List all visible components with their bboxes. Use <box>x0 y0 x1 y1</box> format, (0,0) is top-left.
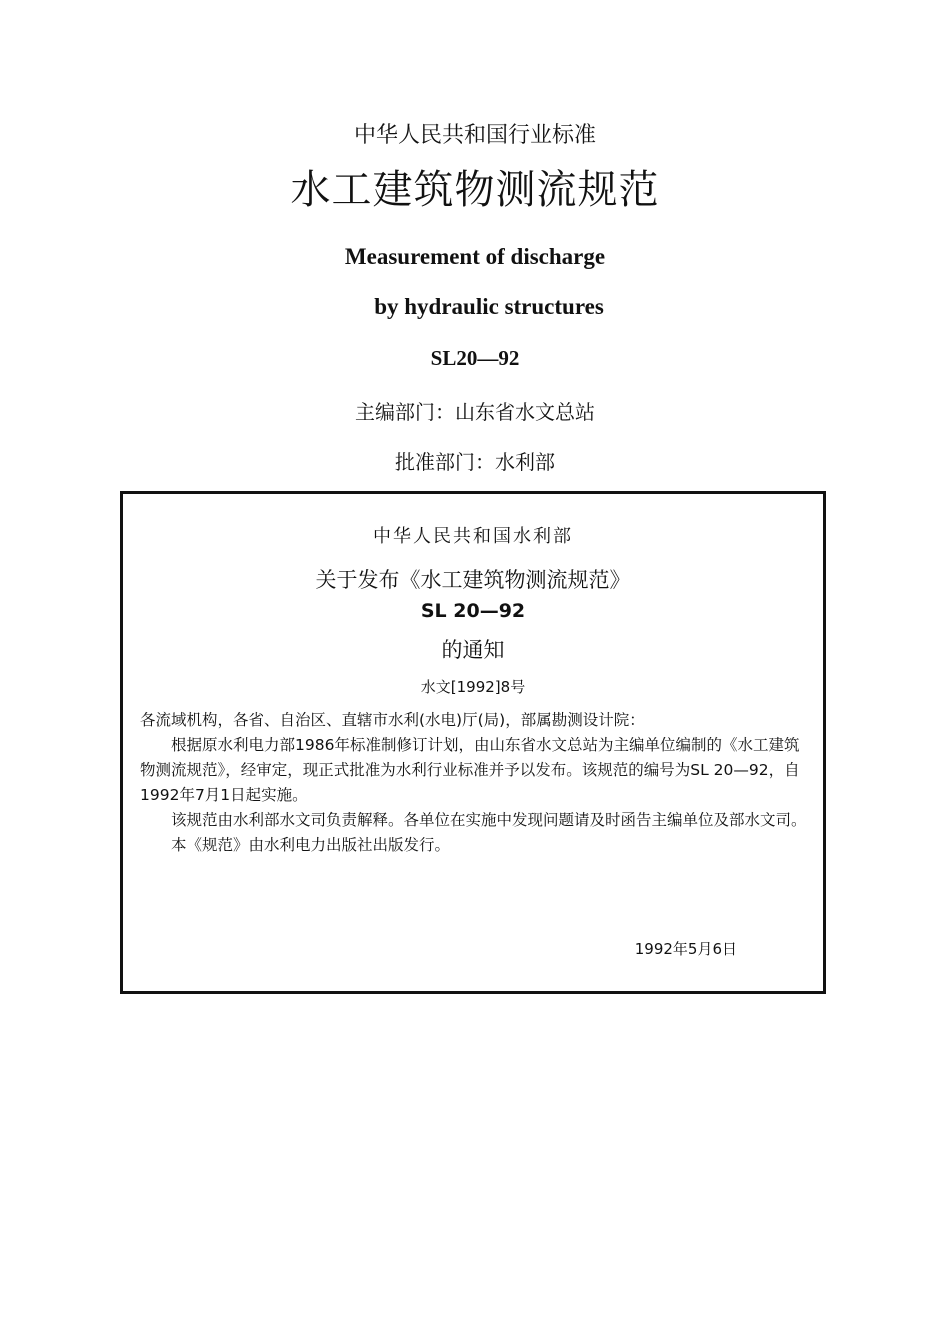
notice-title-line2: SL 20—92 <box>420 600 526 622</box>
notice-paragraph: 本《规范》由水利电力出版社出版发行。 <box>171 836 451 854</box>
document-title-chinese: 水工建筑物测流规范 <box>290 167 660 213</box>
document-title-english-line1: Measurement of discharge <box>344 244 606 269</box>
standard-code: SL20—92 <box>430 346 520 370</box>
notice-issuer: 中华人民共和国水利部 <box>373 526 573 547</box>
notice-paragraph: 该规范由水利部水文司负责解释。各单位在实施中发现问题请及时函告主编单位及部水文司。 <box>171 811 807 829</box>
notice-addressee: 各流域机构，各省、自治区、直辖市水利(水电)厅(局)，部属勘测设计院： <box>140 711 645 729</box>
standard-category: 中华人民共和国行业标准 <box>353 123 596 148</box>
notice-document-number: 水文[1992]8号 <box>420 678 526 696</box>
editing-department: 主编部门：山东省水文总站 <box>355 400 595 424</box>
notice-body <box>140 708 812 858</box>
approving-department: 批准部门：水利部 <box>395 450 555 474</box>
notice-title-line3: 的通知 <box>441 638 505 662</box>
notice-title-line1: 关于发布《水工建筑物测流规范》 <box>315 568 631 592</box>
notice-paragraph: 根据原水利电力部1986年标准制修订计划，由山东省水文总站为主编单位编制的《水工建筑物测流规范》，经审定，现正式批准为水利行业标准并予以发布。该规范的编号为SL 20—92，自1992年7月1日起实施。 <box>140 736 800 804</box>
document-title-english-line2: by hydraulic structures <box>374 294 604 319</box>
notice-box <box>120 491 826 994</box>
notice-date: 1992年5月6日 <box>634 940 737 958</box>
